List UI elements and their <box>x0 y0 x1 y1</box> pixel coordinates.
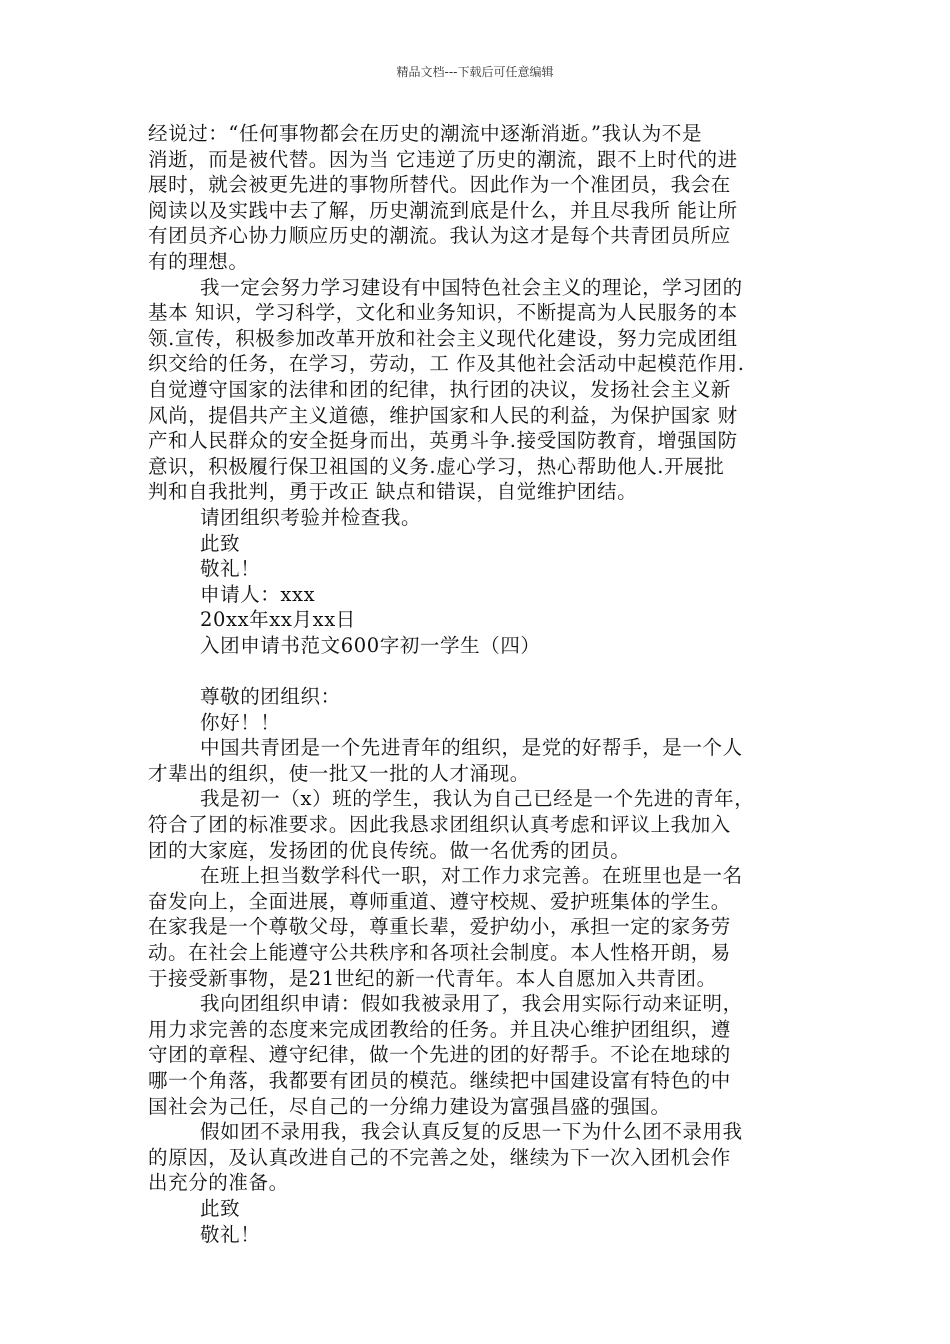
text-line: 才辈出的组织，使一批又一批的人才涌现。 <box>148 761 530 785</box>
text-line: 20xx年xx月xx日 <box>200 608 356 632</box>
text-line: 动。在社会上能遵守公共秩序和各项社会制度。本人性格开朗，易 <box>148 941 731 964</box>
text-line: 在家我是一个尊敬父母，尊重长辈，爱护幼小，承担一定的家务劳 <box>148 915 731 939</box>
text-line: 奋发向上，全面进展，尊师重道、遵守校规、爱护班集体的学生。 <box>148 889 731 913</box>
text-line: 入团申请书范文600字初一学生（四） <box>200 633 541 657</box>
text-line: 申请人：xxx <box>200 582 316 606</box>
text-line: 中国共青团是一个先进青年的组织，是党的好帮手，是一个人 <box>200 736 743 760</box>
text-line: 请团组织考验并检查我。 <box>200 505 422 529</box>
text-line: 的原因，及认真改进自己的不完善之处，继续为下一次入团机会作 <box>148 1145 731 1169</box>
text-line: 自觉遵守国家的法律和团的纪律，执行团的决议，发扬社会主义新 <box>148 377 731 401</box>
text-line: 哪一个角落，我都要有团员的模范。继续把中国建设富有特色的中 <box>148 1068 731 1092</box>
text-line: 有团员齐心协力顺应历史的潮流。我认为这才是每个共青团员所应 <box>148 224 731 248</box>
text-line: 国社会为己任，尽自己的一分绵力建设为富强昌盛的强国。 <box>148 1094 671 1118</box>
text-line: 此致 <box>200 531 241 555</box>
text-line: 团的大家庭，发扬团的优良传统。做一名优秀的团员。 <box>148 838 631 862</box>
text-line: 出充分的准备。 <box>148 1171 289 1195</box>
blank-line <box>148 658 808 684</box>
text-line: 我向团组织申请：假如我被录用了，我会用实际行动来证明， <box>200 992 743 1016</box>
text-line: 尊敬的团组织： <box>200 685 341 709</box>
text-line: 守团的章程、遵守纪律，做一个先进的团的好帮手。不论在地球的 <box>148 1043 731 1067</box>
text-line: 符合了团的标准要求。因此我恳求团组织认真考虑和评议上我加入 <box>148 813 731 837</box>
text-line: 我是初一（x）班的学生，我认为自己已经是一个先进的青年， <box>200 787 755 811</box>
text-line: 此致 <box>200 1196 241 1220</box>
text-line: 经说过：“任何事物都会在历史的潮流中逐渐消逝。”我认为不是 <box>148 122 703 145</box>
text-line: 你好！！ <box>200 710 281 734</box>
text-line: 产和人民群众的安全挺身而出，英勇斗争.接受国防教育，增强国防 <box>148 429 738 453</box>
text-line: 阅读以及实践中去了解，历史潮流到底是什么，并且尽我所 能让所 <box>148 198 738 222</box>
document-body <box>148 121 808 1247</box>
text-line: 判和自我批判，勇于改正 缺点和错误，自觉维护团结。 <box>148 480 638 504</box>
text-line: 织交给的任务，在学习，劳动，工 作及其他社会活动中起模范作用. <box>148 352 745 376</box>
text-line: 假如团不录用我，我会认真反复的反思一下为什么团不录用我 <box>200 1120 743 1144</box>
text-line: 领.宣传，积极参加改革开放和社会主义现代化建设，努力完成团组 <box>148 326 738 350</box>
text-line: 于接受新事物，是21世纪的新一代青年。本人自愿加入共青团。 <box>148 966 717 990</box>
text-line: 我一定会努力学习建设有中国特色社会主义的理论，学习团的 <box>200 275 743 299</box>
text-line: 意识，积极履行保卫祖国的义务.虚心学习，热心帮助他人.开展批 <box>148 454 725 478</box>
page-header: 精品文档---下载后可任意编辑 <box>396 65 554 79</box>
text-line: 展时，就会被更先进的事物所替代。因此作为一个准团员，我会在 <box>148 173 731 197</box>
text-line: 有的理想。 <box>148 249 249 273</box>
text-line: 敬礼！ <box>200 557 261 581</box>
text-line: 基本 知识，学习科学，文化和业务知识，不断提高为人民服务的本 <box>148 301 738 325</box>
text-line: 风尚，提倡共产主义道德，维护国家和人民的利益，为保护国家 财 <box>148 403 738 427</box>
text-line: 敬礼！ <box>200 1222 261 1246</box>
text-line: 用力求完善的态度来完成团教给的任务。并且决心维护团组织，遵 <box>148 1017 731 1041</box>
text-line: 消逝，而是被代替。因为当 它违逆了历史的潮流，跟不上时代的进 <box>148 147 738 171</box>
text-line: 在班上担当数学科代一职，对工作力求完善。在班里也是一名 <box>200 864 743 888</box>
